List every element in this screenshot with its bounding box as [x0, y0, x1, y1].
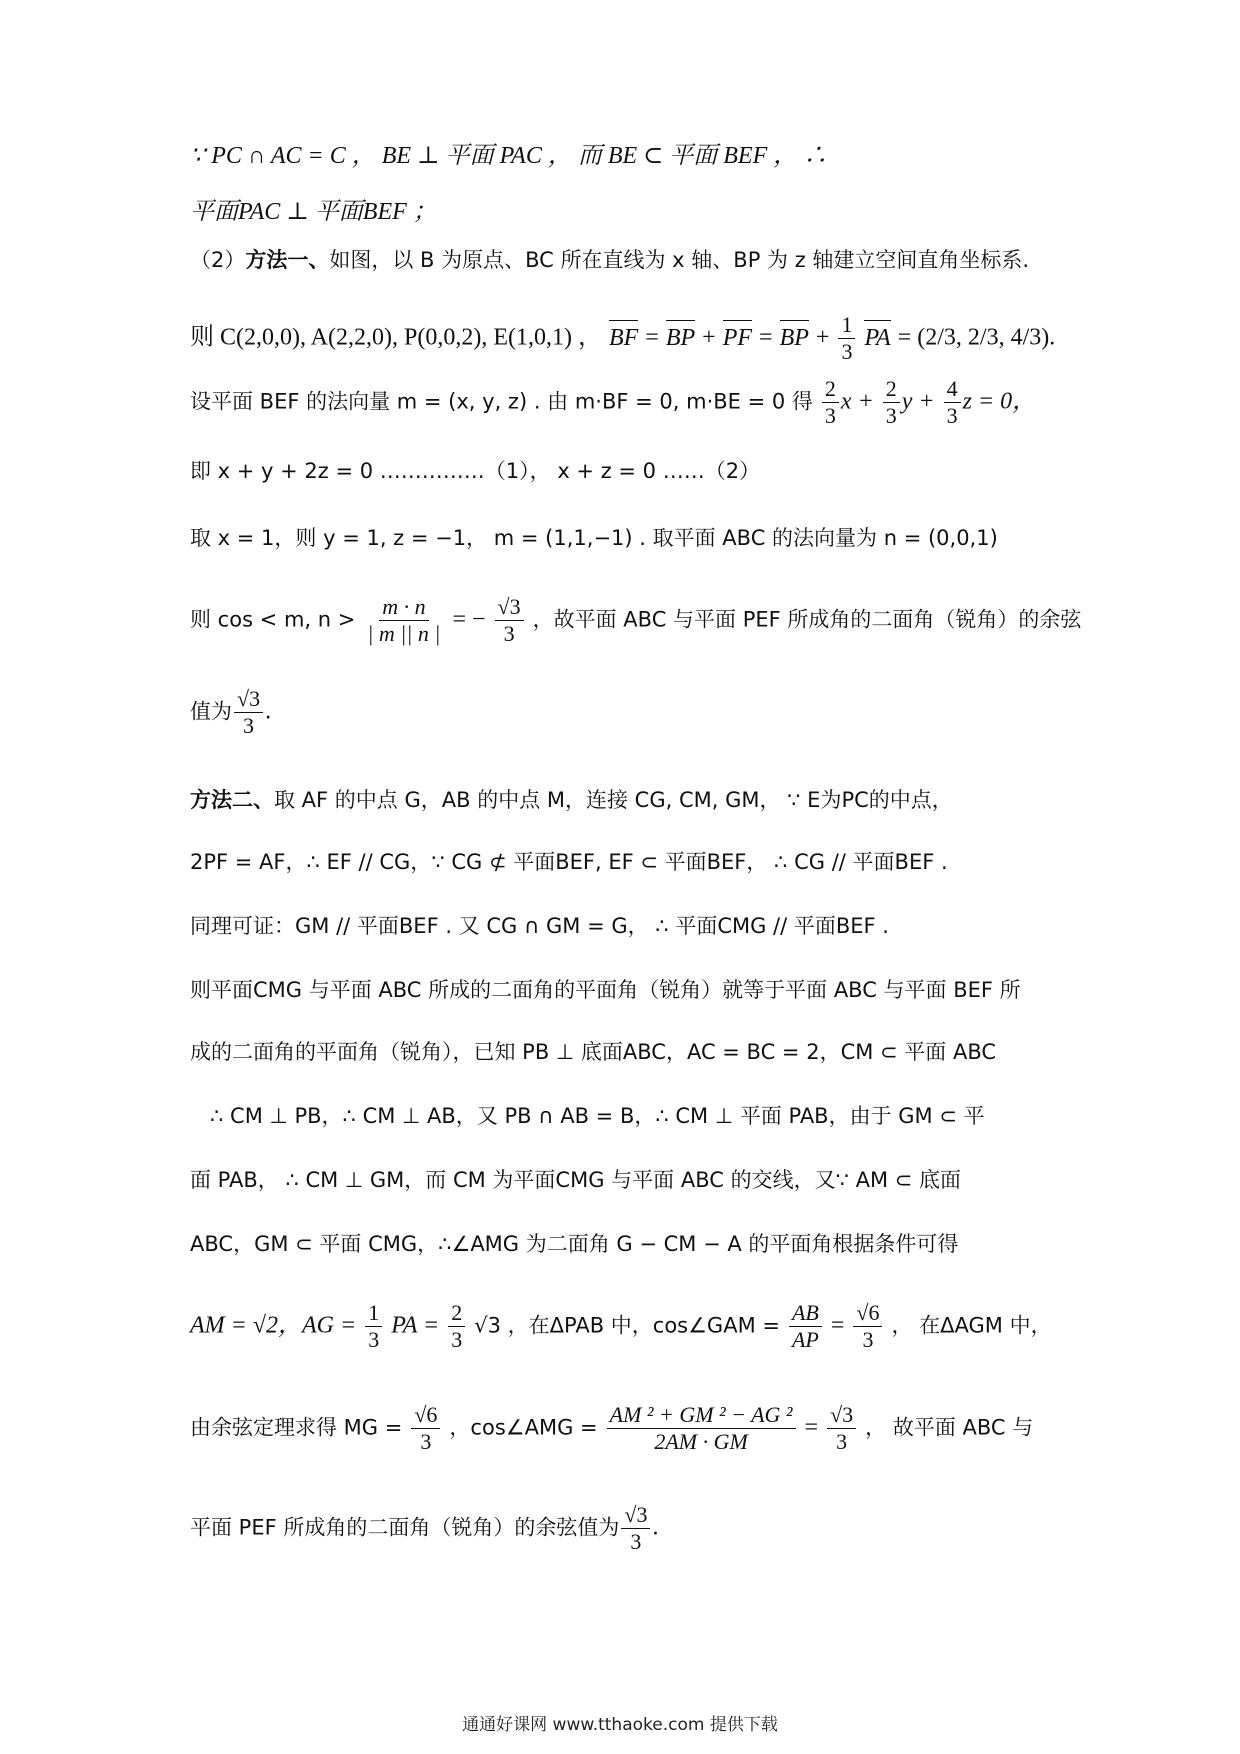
vector-pa: PA [864, 320, 890, 354]
coordinates-text: 则 C(2,0,0), A(2,2,0), P(0,0,2), E(1,0,1) ， [190, 324, 602, 351]
fraction: $\frac{√3}{3}$ [234, 688, 263, 737]
method-label: 方法一、 [245, 248, 330, 272]
fraction: $\frac{√3}{3}$ [621, 1504, 650, 1553]
fraction: $\frac{2}{3}$ [883, 378, 900, 427]
text-line: AM = √2，AG = $\frac{1}{3}$ PA = $\frac{2}{3}$ √3 ，在ΔPAB 中，cos∠GAM = $\frac{AB}{AP}$ = $\frac{√6}{3}$ ， 在ΔAGM 中， [190, 1300, 1052, 1352]
fraction: $\frac{1}{3}$ [365, 1302, 382, 1351]
fraction: $\frac{AB}{AP}$ [789, 1302, 822, 1351]
text-line: 则 C(2,0,0), A(2,2,0), P(0,0,2), E(1,0,1) ， BF = BP + PF = BP + $\frac{1}{3}$ PA = (2/3, 2/3, 4/3). [190, 312, 1056, 364]
text-line [190, 244, 1060, 277]
text-line [190, 522, 1060, 555]
vector-bp: BP [666, 320, 695, 354]
body-text: 同理可证：GM // 平面BEF . 又 CG ∩ GM = G， ∴ 平面CMG // 平面BEF . [190, 914, 889, 938]
text-line: 由余弦定理求得 MG = $\frac{√6}{3}$ ，cos∠AMG = $\frac{\text{AM ² + GM ² − AG ²}}{2AM \cdot GM}$ = $\frac{√3}{3}$ ， 故平面 ABC 与 [190, 1402, 1034, 1454]
math-text: 平面PAC ⊥ 平面BEF ； [190, 199, 437, 225]
fraction: $\frac{2}{3}$ [448, 1302, 465, 1351]
fraction: $\frac{√3}{3}$ [495, 596, 524, 645]
fraction: $\frac{√3}{3}$ [827, 1404, 856, 1453]
text-line [190, 196, 1060, 229]
body-text: ，故平面 ABC 与平面 PEF 所成角的二面角（锐角）的余弦 [532, 607, 1082, 632]
body-text: 值为 [190, 699, 232, 724]
text-line: 值为 $\frac{√3}{3}$ . [190, 686, 272, 738]
fraction: $\frac{m \cdot n}{| m || n |}$ [367, 594, 441, 646]
text-line: 平面 PEF 所成角的二面角（锐角）的余弦值为 $\frac{√3}{3}$ . [190, 1502, 659, 1554]
body-text: 成的二面角的平面角（锐角），已知 PB ⊥ 底面ABC，AC = BC = 2，CM ⊂ 平面 ABC [190, 1040, 997, 1064]
text-line [190, 1164, 1060, 1197]
body-text: 如图，以 B 为原点、BC 所在直线为 x 轴、BP 为 z 轴建立空间直角坐标系. [329, 248, 1030, 272]
body-text: 2PF = AF，∴ EF // CG，∵ CG ⊄ 平面BEF, EF ⊂ 平面BEF， ∴ CG // 平面BEF . [190, 850, 948, 874]
text-line: 设平面 BEF 的法向量 m = (x, y, z) . 由 m·BF = 0, m·BE = 0 得 $\frac{2}{3}$ x + $\frac{2}{3}$ y + $\frac{4}{3}$ z = 0， [190, 376, 1037, 428]
fraction: $\frac{1}{3}$ [838, 314, 855, 363]
body-text: 则 cos < m, n > [190, 607, 356, 632]
text-line [190, 784, 1060, 817]
vector-bp: BP [780, 320, 809, 354]
vector-pf: PF [723, 320, 752, 354]
equation-line: 即 x + y + 2z = 0 ……………（1）， x + z = 0 ……（2） [190, 459, 761, 483]
fraction: $\frac{2}{3}$ [822, 378, 839, 427]
body-text: 面 PAB， ∴ CM ⊥ GM，而 CM 为平面CMG 与平面 ABC 的交线，又∵ AM ⊂ 底面 [190, 1168, 962, 1192]
body-text: ∴ CM ⊥ PB，∴ CM ⊥ AB，又 PB ∩ AB = B，∴ CM ⊥ 平面 PAB，由于 GM ⊂ 平 [210, 1104, 985, 1128]
text-line [190, 455, 1060, 488]
text-line [190, 910, 1060, 943]
vector-bf: BF [609, 320, 638, 354]
text-line [190, 974, 1060, 1007]
text-line [190, 140, 1060, 173]
text-line [210, 1100, 1080, 1133]
text-line [190, 846, 1060, 879]
body-text: 平面 PEF 所成角的二面角（锐角）的余弦值为 [190, 1515, 620, 1540]
part-label: （2） [190, 248, 246, 272]
fraction: $\frac{√6}{3}$ [853, 1302, 882, 1351]
fraction: $\frac{4}{3}$ [944, 378, 961, 427]
math-text: ∵ PC ∩ AC = C ， BE ⊥ 平面 PAC ， 而 BE ⊂ 平面 BEF ， ∴ [190, 143, 828, 169]
fraction: $\frac{√6}{3}$ [411, 1404, 440, 1453]
body-text: 设平面 BEF 的法向量 m = (x, y, z) . 由 m·BF = 0, m·BE = 0 得 [190, 389, 813, 414]
text-line: 则 cos < m, n > $\frac{m \cdot n}{| m || n |}$ = − $\frac{√3}{3}$ ，故平面 ABC 与平面 PEF 所成角的二面角（锐角）的余弦 [190, 594, 1082, 646]
method-label: 方法二、 [190, 788, 274, 812]
text-line [190, 1228, 1060, 1261]
equation-line: 取 x = 1，则 y = 1, z = −1， m = (1,1,−1) . 取平面 ABC 的法向量为 n = (0,0,1) [190, 526, 998, 550]
text-line [190, 1036, 1060, 1069]
vector-result: = (2/3, 2/3, 4/3). [897, 324, 1056, 351]
body-text: ABC，GM ⊂ 平面 CMG，∴∠AMG 为二面角 G − CM − A 的平面角根据条件可得 [190, 1232, 959, 1256]
fraction: $\frac{\text{AM ² + GM ² − AG ²}}{2AM \cdot GM}$ [607, 1404, 796, 1453]
body-text: 由余弦定理求得 MG = [190, 1415, 403, 1440]
body-text: 则平面CMG 与平面 ABC 所成的二面角的平面角（锐角）就等于平面 ABC 与平面 BEF 所 [190, 978, 1021, 1002]
math-text: AM = √2，AG = [190, 1312, 357, 1339]
body-text: 取 AF 的中点 G，AB 的中点 M，连接 CG, CM, GM， ∵ E为PC的中点， [274, 788, 953, 812]
page-footer: 通通好课网 www.tthaoke.com 提供下载 [462, 1715, 778, 1735]
